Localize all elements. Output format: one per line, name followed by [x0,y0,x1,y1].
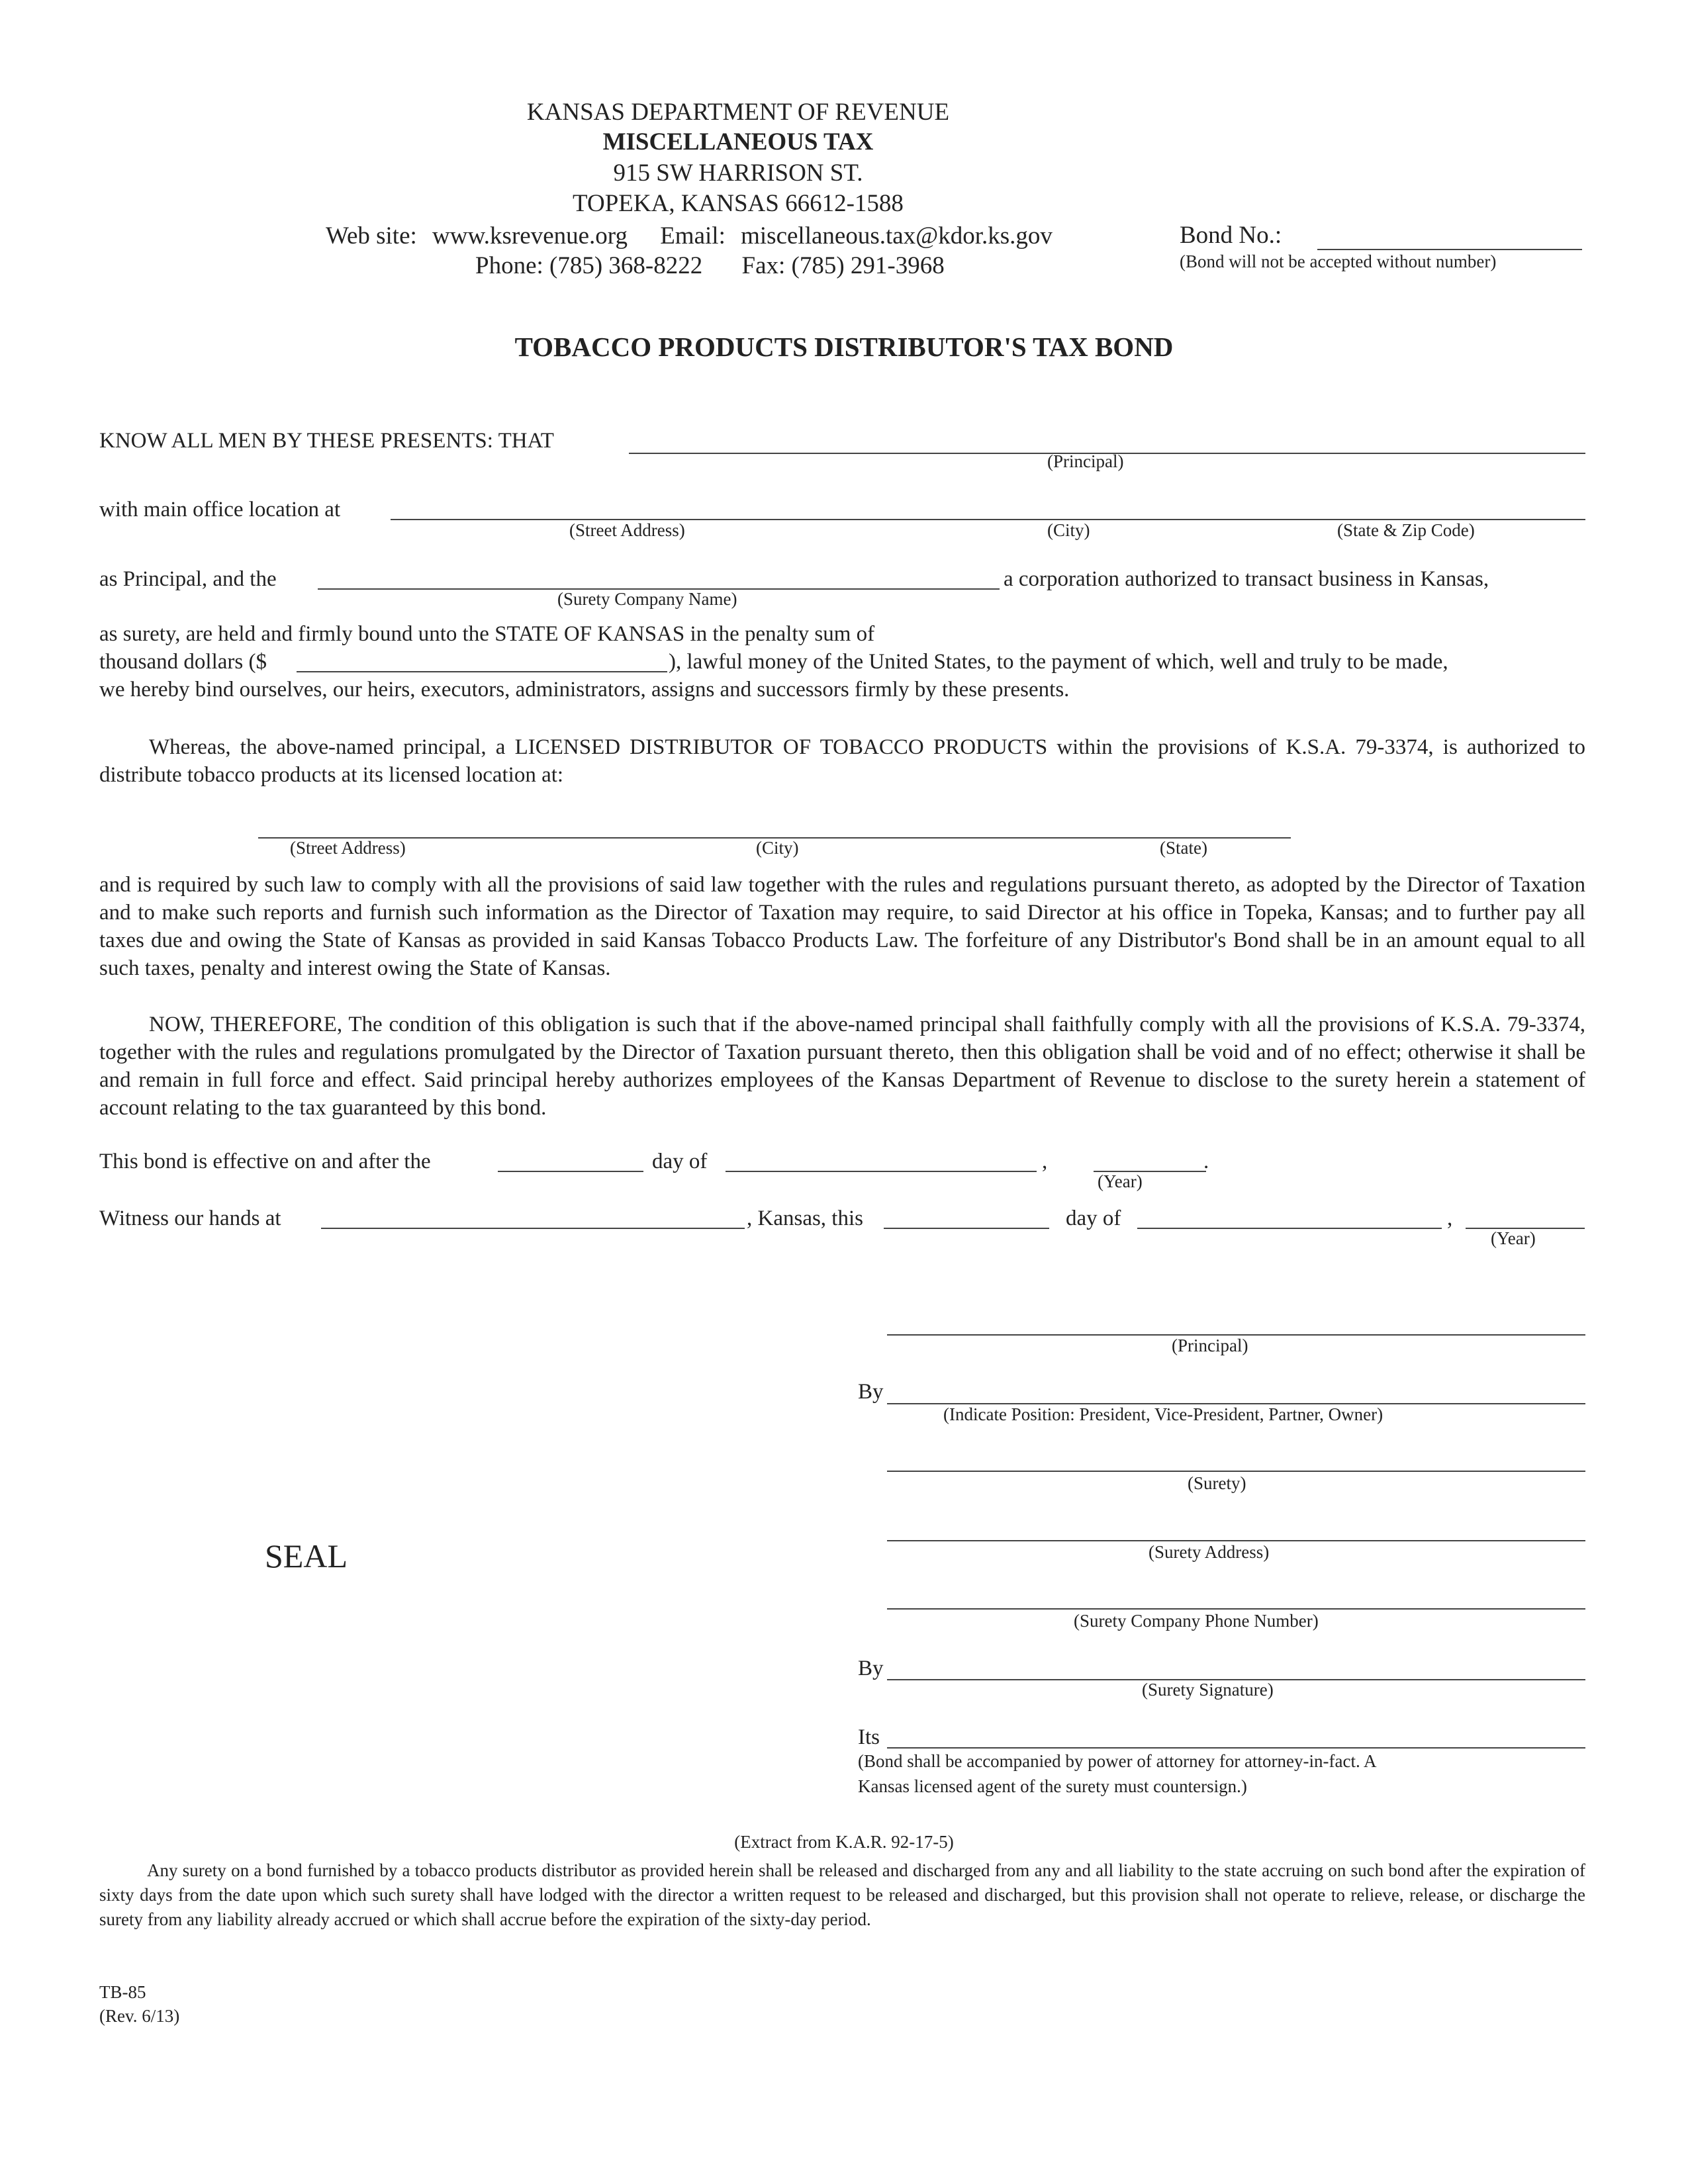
surety-signature-label: (Surety Signature) [1142,1680,1274,1700]
surety-field[interactable] [887,1471,1585,1472]
web-link[interactable]: www.ksrevenue.org [432,222,628,250]
surety-phone-field[interactable] [887,1608,1585,1610]
email-link[interactable]: miscellaneous.tax@kdor.ks.gov [741,222,1053,250]
corporation-text: a corporation authorized to transact business in Kansas, [1004,567,1489,591]
poa-note-line1: (Bond shall be accompanied by power of attorney for attorney-in-fact. A [858,1751,1377,1771]
city-address: TOPEKA, KANSAS 66612-1588 [573,190,904,217]
main-office-text: with main office location at [99,498,341,522]
phone: Phone: (785) 368-8222 [475,252,703,279]
lawful-money-text: ), lawful money of the United States, to the payment of which, well and truly to be made, [669,650,1448,674]
penalty-amount-field[interactable] [297,671,667,672]
principal-signature-label: (Principal) [1172,1336,1248,1355]
surety-address-field[interactable] [887,1540,1585,1541]
street-address: 915 SW HARRISON ST. [613,159,863,187]
witness-day-of: day of [1066,1206,1121,1230]
location-state-label: (State) [1160,838,1207,858]
witness-location-field[interactable] [321,1228,745,1229]
location-city-label: (City) [756,838,799,858]
witness-comma: , [1447,1206,1453,1230]
seal-text: SEAL [265,1537,348,1574]
effective-day-of: day of [652,1150,708,1173]
web-label: Web site: [326,222,417,250]
effective-month-field[interactable] [726,1171,1037,1172]
thousand-dollars-text: thousand dollars ($ [99,650,267,674]
principal-label: (Principal) [1047,451,1124,471]
witness-kansas-this: , Kansas, this [747,1206,863,1230]
effective-text: This bond is effective on and after the [99,1150,431,1173]
form-title: TOBACCO PRODUCTS DISTRIBUTOR'S TAX BOND [514,332,1174,362]
city-label: (City) [1047,520,1090,540]
position-label: (Indicate Position: President, Vice-President, Partner, Owner) [943,1404,1383,1424]
surety-label: (Surety) [1188,1473,1246,1493]
held-bound-text: as surety, are held and firmly bound unto the STATE OF KANSAS in the penalty sum of [99,622,875,646]
witness-day-field[interactable] [884,1228,1049,1229]
witness-text: Witness our hands at [99,1206,281,1230]
email-label: Email: [660,222,726,250]
now-therefore-paragraph: NOW, THEREFORE, The condition of this obligation is such that if the above-named principal shall faithfully comply with all the provisions of K.S.A. 79-3374, together with the rules and regulations promulgated by the Director of Taxation pursuant thereto, then this obligation shall be void and of no effect; otherwise it shall be and remain in full force and effect. Said principal hereby authorizes employees of the Kansas Department of Revenue to disclose to the surety herein a statement of account relating to the tax guaranteed by this bond. [99,1013,1585,1120]
extract-text: Any surety on a bond furnished by a tobacco products distributor as provided herein shall be released and discharged from any and all liability to the state accruing on such bond after the expiration of sixty days from the date upon which such surety shall have lodged with the director a written request to be released and discharged, but this provision shall not operate to relieve, release, or discharge the surety from any liability already accrued or which shall accrue before the expiration of the sixty-day period. [99,1860,1585,1929]
fax: Fax: (785) 291-3968 [741,252,945,279]
division-name: MISCELLANEOUS TAX [602,128,874,156]
as-principal-text: as Principal, and the [99,567,277,591]
its-field[interactable] [887,1747,1585,1749]
witness-month-field[interactable] [1137,1228,1442,1229]
know-all-men: KNOW ALL MEN BY THESE PRESENTS: THAT [99,429,554,453]
bind-text: we hereby bind ourselves, our heirs, executors, administrators, assigns and successors firmly by these presents. [99,678,1070,702]
extract-title: (Extract from K.A.R. 92-17-5) [734,1832,954,1852]
form-number: TB-85 [99,1982,146,2002]
phone-line [475,251,945,280]
location-street-label: (Street Address) [290,838,406,858]
bond-no-label: Bond No.: [1180,222,1282,249]
web-line [326,222,1053,250]
effective-period: . [1203,1150,1209,1173]
surety-address-label: (Surety Address) [1149,1542,1270,1562]
revision-date: (Rev. 6/13) [99,2006,180,2026]
required-paragraph: and is required by such law to comply with all the provisions of said law together with the rules and regulations pursuant thereto, as adopted by the Director of Taxation and to make such reports and furnish such information as the Director of Taxation may require, to said Director at his office in Topeka, Kansas; and to further pay all taxes due and owing the State of Kansas as provided in said Kansas Tobacco Products Law. The forfeiture of any Distributor's Bond shall be in an amount equal to all such taxes, penalty and interest owing the State of Kansas. [99,873,1585,980]
whereas-paragraph: Whereas, the above-named principal, a LICENSED DISTRIBUTOR OF TOBACCO PRODUCTS within the provisions of K.S.A. 79-3374, is authorized to distribute tobacco products at its licensed location at: [99,735,1585,787]
by-principal: By [858,1380,884,1404]
witness-year-label: (Year) [1491,1228,1536,1248]
effective-comma: , [1042,1150,1048,1173]
poa-note-line2: Kansas licensed agent of the surety must countersign.) [858,1776,1247,1796]
its-label: Its [858,1725,880,1749]
state-zip-label: (State & Zip Code) [1337,520,1475,540]
surety-company-label: (Surety Company Name) [557,589,737,609]
effective-year-label: (Year) [1098,1171,1143,1191]
street-address-label: (Street Address) [569,520,685,540]
surety-phone-label: (Surety Company Phone Number) [1074,1611,1319,1631]
agency-name: KANSAS DEPARTMENT OF REVENUE [526,99,950,126]
bond-no-note: (Bond will not be accepted without number) [1180,251,1497,271]
effective-day-field[interactable] [498,1171,643,1172]
by-surety: By [858,1657,884,1680]
